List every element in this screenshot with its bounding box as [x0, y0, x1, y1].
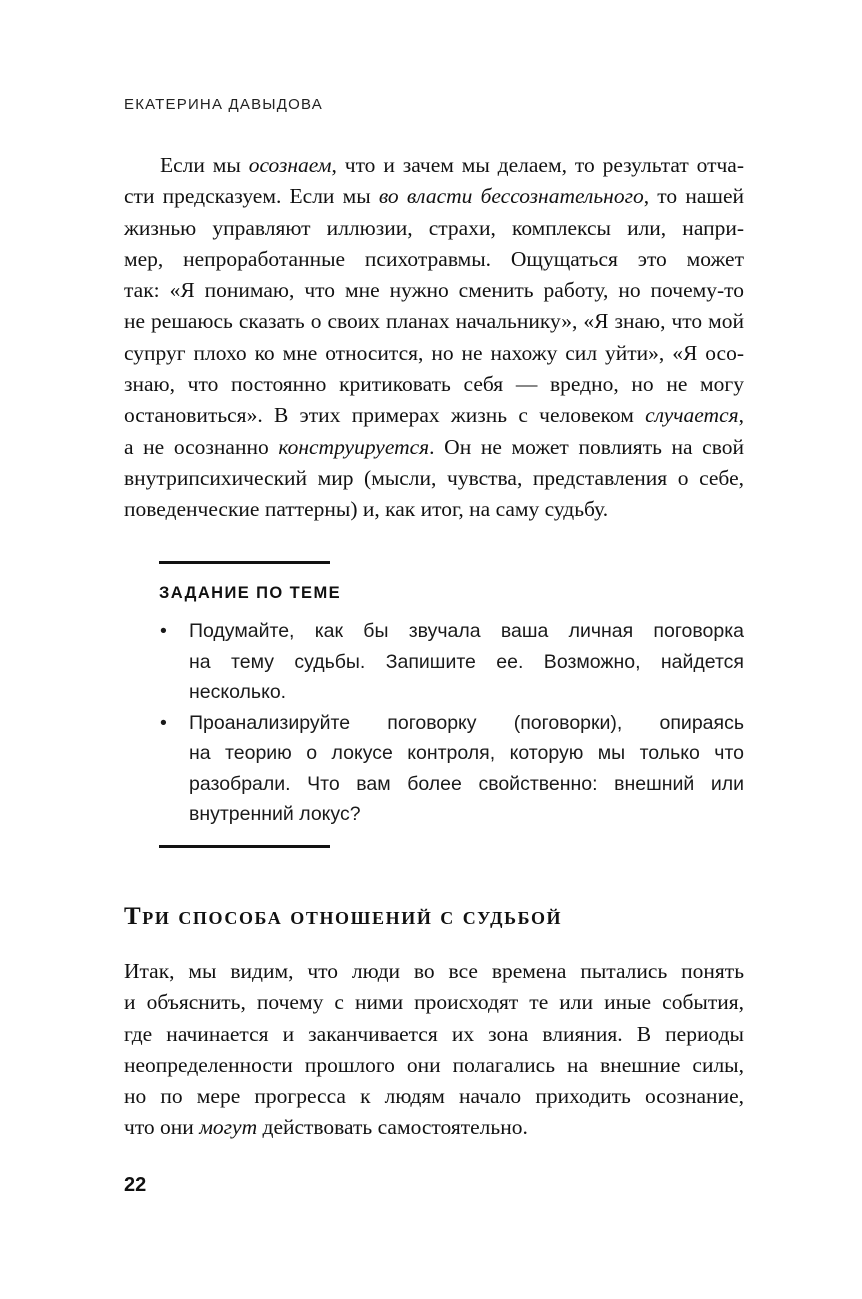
text-line: сти предсказуем. Если мы во власти бессознательного, то нашей [124, 184, 744, 209]
bullet-icon: • [160, 711, 167, 734]
task-top-rule [159, 561, 330, 564]
task-line: на теорию о локусе контроля, которую мы только что [189, 742, 744, 764]
task-line: Проанализируйте поговорку (поговорки), опираясь [189, 711, 744, 734]
task-line: на тему судьбы. Запишите ее. Возможно, найдется [189, 650, 744, 673]
text-line: поведенческие паттерны) и, как итог, на саму судьбу. [124, 497, 609, 522]
task-list [159, 616, 744, 830]
text-line: мер, непроработанные психотравмы. Ощущаться это может [124, 246, 744, 271]
task-item [159, 616, 744, 708]
task-line: внутренний локус? [189, 803, 361, 825]
text-line: так: «Я понимаю, что мне нужно сменить работу, но почему-то [124, 278, 744, 303]
text-line: внутрипсихический мир (мысли, чувства, представления о себе, [124, 465, 744, 490]
text-line: супруг плохо ко мне относится, но не нахожу сил уйти», «Я осо- [124, 340, 744, 365]
text-line: где начинается и заканчивается их зона влияния. В периоды [124, 1021, 744, 1046]
text-line: Если мы осознаем, что и зачем мы делаем, то результат отча- [160, 153, 744, 177]
text-line: но по мере прогресса к людям начало приходить осознание, [124, 1084, 744, 1109]
section-heading: Три способа отношений с судьбой [124, 903, 563, 930]
body-paragraph-1 [124, 150, 744, 526]
text-line: и объяснить, почему с ними происходят те или иные события, [124, 990, 744, 1015]
running-head: ЕКАТЕРИНА ДАВЫДОВА [124, 96, 323, 113]
page-number: 22 [124, 1174, 147, 1196]
text-line: а не осознанно конструируется. Он не может повлиять на свой [124, 434, 744, 459]
task-title: ЗАДАНИЕ ПО ТЕМЕ [159, 584, 342, 602]
task-line: несколько. [189, 681, 287, 703]
bullet-icon: • [160, 620, 167, 642]
text-line: не решаюсь сказать о своих планах начальнику», «Я знаю, что мой [124, 309, 744, 334]
text-line: что они могут действовать самостоятельно. [124, 1115, 528, 1140]
text-line: знаю, что постоянно критиковать себя — вредно, но не могу [124, 372, 744, 397]
text-line: остановиться». В этих примерах жизнь с человеком случается, [124, 403, 744, 428]
text-line: неопределенности прошлого они полагались на внешние силы, [124, 1052, 744, 1077]
task-line: Подумайте, как бы звучала ваша личная поговорка [189, 620, 744, 642]
body-paragraph-2 [124, 956, 744, 1144]
text-line: Итак, мы видим, что люди во все времена пытались понять [124, 959, 744, 983]
task-item [159, 708, 744, 830]
task-bottom-rule [159, 845, 330, 848]
task-line: разобрали. Что вам более свойственно: внешний или [189, 772, 744, 795]
text-line: жизнью управляют иллюзии, страхи, комплексы или, напри- [124, 215, 744, 240]
